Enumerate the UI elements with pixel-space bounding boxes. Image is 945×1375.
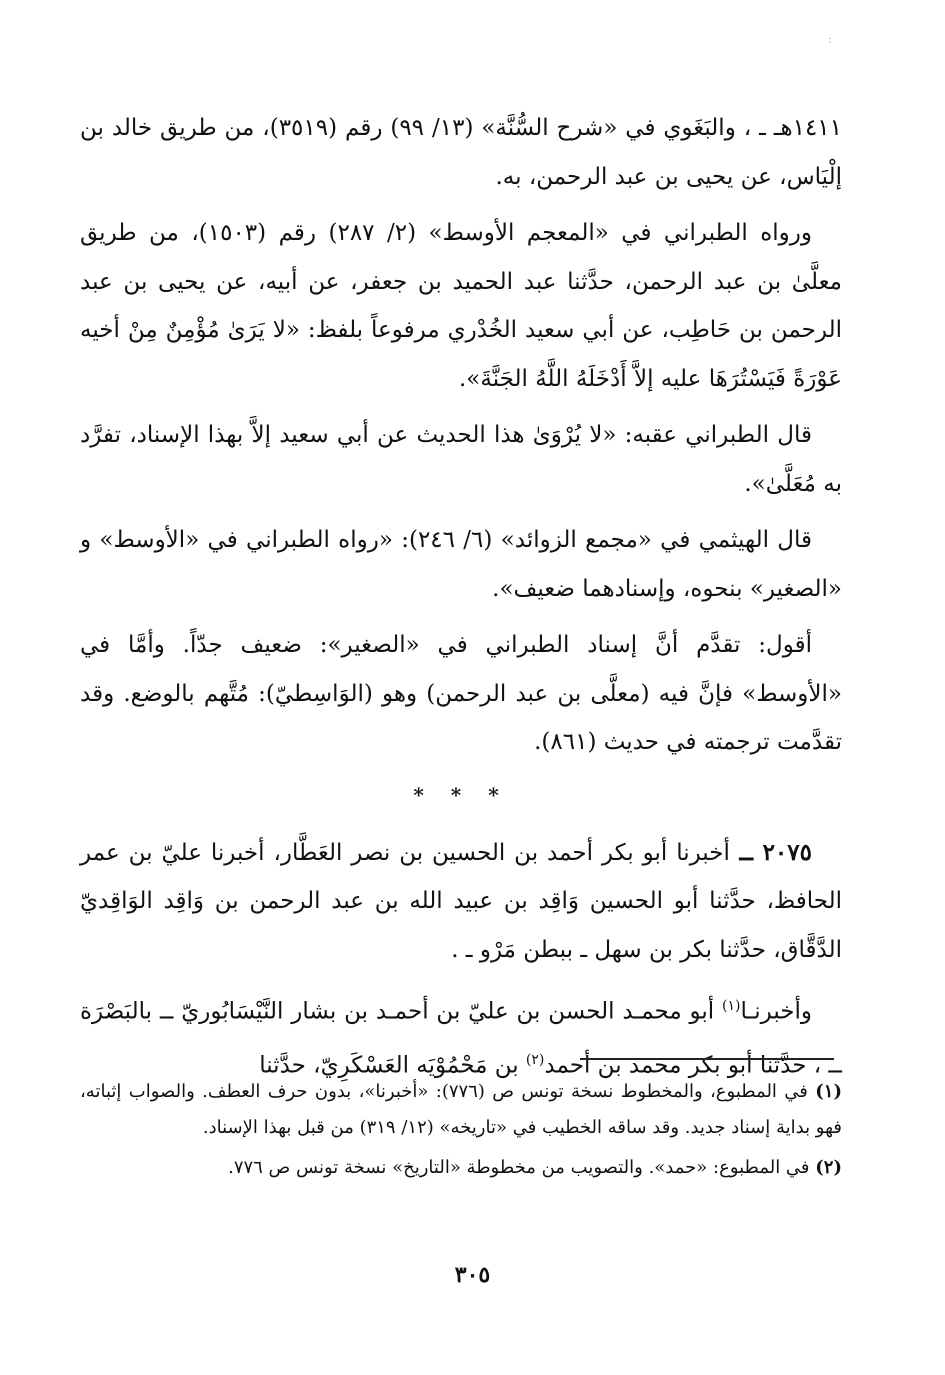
paragraph-3: قال الطبراني عقبه: «لا يُرْوَىٰ هذا الحديث عن أبي سعيد إلاَّ بهذا الإسناد، تفرَّد به مُعَلَّىٰ». [80,422,842,497]
footnote-2 [80,1150,842,1186]
footnote-divider [580,1058,834,1060]
footnote-2-text: في المطبوع: «حمد». والتصويب من مخطوطة «التاريخ» نسخة تونس ص ٧٧٦. [228,1157,816,1178]
hadith-paragraph [80,829,842,975]
footnote-1 [80,1074,842,1146]
page-number: ٣٠٥ [454,1262,491,1288]
corner-mark: : [828,32,833,46]
final-paragraph-part3: بن مَحْمُوْيَه العَسْكَرِيّ، حدَّثنا [259,1052,526,1079]
hadith-text: أخبرنا أبو بكر أحمد بن الحسين بن نصر العَطَّار، أخبرنا عليّ بن عمر الحافظ، حدَّثنا أبو الحسين وَاقِد بن عبيد الله بن عبد الرحمن بن وَاقِد الوَاقِديّ الدَّقَّاق، حدَّثنا بكر بن سهل ـ ببطن مَرْو ـ . [80,839,842,963]
hadith-dash: ــ [729,838,763,866]
paragraph-1: ١٤١١هـ ـ ، والبَغَوي في «شرح السُّنَّة» (١٣/ ٩٩) رقم (٣٥١٩)، من طريق خالد بن إلْيَاس، عن يحيى بن عبد الرحمن، به. [80,115,843,190]
footnote-2-number: (٢) [815,1157,842,1178]
paragraph-5: أقول: تقدَّم أنَّ إسناد الطبراني في «الصغير»: ضعيف جدّاً. وأمَّا في «الأوسط» فإنَّ فيه (معلَّى بن عبد الرحمن) وهو (الوَاسِطيّ): مُتَّهم بالوضع. وقد تقدَّمت ترجمته في حديث (٨٦١). [80,632,842,755]
final-paragraph-part1: وأخبرنـا [740,998,812,1025]
paragraph-2: ورواه الطبراني في «المعجم الأوسط» (٢/ ٢٨٧) رقم (١٥٠٣)، من طريق معلَّىٰ بن عبد الرحمن، حدَّثنا عبد الحميد بن جعفر، عن أبيه، عن يحيى بن عبد الرحمن بن حَاطِب، عن أبي سعيد الخُدْري مرفوعاً بلفظ: «لا يَرَىٰ مُؤْمِنٌ مِنْ أخيه عَوْرَةً فَيَسْتُرَهَا عليه إلاَّ أَدْخَلَهُ اللَّهُ الجَنَّةَ». [80,220,842,392]
section-separator: * * * [413,782,509,807]
main-text [80,104,842,1098]
footnote-1-number: (١) [815,1081,842,1102]
footnote-ref-1[interactable]: (١) [722,998,741,1014]
footnotes [80,1074,842,1190]
footnote-ref-2[interactable]: (٢) [525,1052,545,1069]
final-paragraph-part2: أبو محمـد الحسن بن عليّ بن أحمـد بن بشار النَّيْسَابُوريّ ــ بالبَصْرَة ــ ، حدَّثنا أبو بكر محمد بن أحمد [80,998,842,1079]
paragraph-4: قال الهيثمي في «مجمع الزوائد» (٦/ ٢٤٦): «رواه الطبراني في «الأوسط» و «الصغير» بنحوه، وإسنادهما ضعيف». [80,527,842,602]
footnote-1-text: في المطبوع، والمخطوط نسخة تونس ص (٧٧٦): «أخبرنا»، بدون حرف العطف. والصواب إثباته، فهو بداية إسناد جديد. وقد ساقه الخطيب في «تاريخه» (١٢/ ٣١٩) من قبل بهذا الإسناد. [80,1081,842,1138]
hadith-number: ٢٠٧٥ [762,838,812,866]
